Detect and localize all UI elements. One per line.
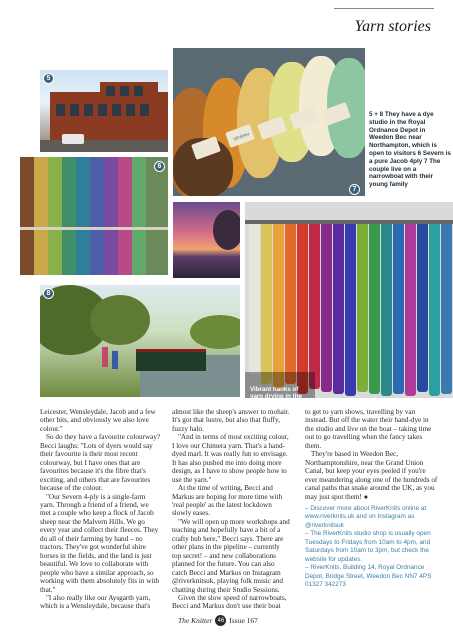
photo-caption: 5 + 8 They have a dye studio in the Royal Ordnance Depot in Weedon Bec near Northampton, which is open to visitors 6 Severn is a pure Jacob 4ply 7 The couple live on a narrowboat with their young family <box>369 111 451 189</box>
photo-severn-skeins <box>173 48 365 196</box>
paragraph: "And in terms of most exciting colour, I love our Chimera yarn. That's a hand-dyed marl. It was really fun to envisage. It has also pushed me into doing more design, as I have to show people how to use the yarn." <box>172 433 289 484</box>
page-number: 46 <box>215 615 226 626</box>
issue-number: Issue 167 <box>229 616 258 625</box>
paragraph: "Our Severn 4-ply is a single-farm yarn. Through a friend of a friend, we met a couple who keep a flock of Jacob sheep near the Malvern Hills. We go every year and collect their fleeces. They do all of their farming by hand – no tractors. They've got wonderful shire horses in the fields, and the land is just beautiful. We love to collaborate with people who have a similar approach, so working with them absolutely fits in with that." <box>40 492 159 594</box>
magazine-name: The Knitter <box>178 616 213 625</box>
paragraph: "I also really like our Aysgarth yarn, which is a Wensleydale, because that's <box>40 593 151 611</box>
website-link[interactable]: – Discover more about RiverKnits online at www.riverknits.uk and on Instagram as @riverknitsuk <box>305 504 427 529</box>
photo-number-badge: 6 <box>154 161 165 172</box>
article-column-3 <box>305 408 439 590</box>
page-footer <box>178 615 258 626</box>
photo-canal-sunset <box>173 202 240 278</box>
paragraph: "We will open up more workshops and teaching and hopefully have a bit of a crafty hub here," Becci says. There are other plans in the pipeline – currently top secret! – and new collaborations planned for the future. You can also catch Becci and Markus on Instagram @riverknitsuk, playing folk music and chatting during their Studio Sessions. <box>172 517 290 594</box>
paragraph: to get to yarn shows, travelling by van instead. But off the water their hand-dye in the studio and live on the boat – taking time out to go travelling when the fancy takes them. <box>305 408 432 450</box>
photo-studio-building <box>40 70 168 152</box>
hanks-caption: Vibrant hanks of yarn drying in the studio <box>250 386 302 408</box>
paragraph: Leicester, Wensleydale, Jacob and a few other bits, and obviously we also love colour." <box>40 408 156 433</box>
paragraph: Given the slow speed of narrowboats, Becci and Markus don't use their boat <box>172 593 287 611</box>
shop-hours-info: – The RiverKnits studio shop is usually open Tuesdays to Fridays from 10am to 4pm, and Saturdays from 10am to 3pm, but check the website for updates. <box>305 530 431 563</box>
photo-hanks-drying <box>245 202 453 398</box>
header-rule <box>334 8 434 9</box>
paragraph: They're based in Weedon Bec, Northamptonshire, near the Grand Union Canal, but keep your eyes peeled if you're ever meandering along one of the hundreds of canal paths that snake around the UK, as you may just spot them! ● <box>305 450 438 501</box>
skein-label: SEVERN <box>232 131 250 142</box>
photo-number-badge: 7 <box>349 184 360 195</box>
paragraph: At the time of writing, Becci and Markus are hoping for more time with 'real people' as the latest lockdown slowly eases. <box>172 484 283 518</box>
photo-narrowboat-canal <box>40 285 240 397</box>
address-info: – RiverKnits, Building 14, Royal Ordnance Depot, Bridge Street, Weedon Bec NN7 4PS 01327 342273 <box>305 564 432 589</box>
photo-number-badge: 5 <box>43 73 54 84</box>
photo-yarn-wall <box>20 157 168 275</box>
article-column-1 <box>40 408 161 611</box>
paragraph: So do they have a favourite colourway? Becci laughs: "Lots of dyers would say their favourite is their most recent colourway, but I have ones that are favourites because it's the fibre that's exciting, and others that are favourites because of the colour. <box>40 433 161 493</box>
photo-number-badge: 8 <box>43 288 54 299</box>
article-column-2 <box>172 408 290 611</box>
section-title: Yarn stories <box>354 18 431 35</box>
paragraph: almost like the sheep's answer to mohair. It's got that lustre, but also that fluffy, fuzzy halo. <box>172 408 290 433</box>
